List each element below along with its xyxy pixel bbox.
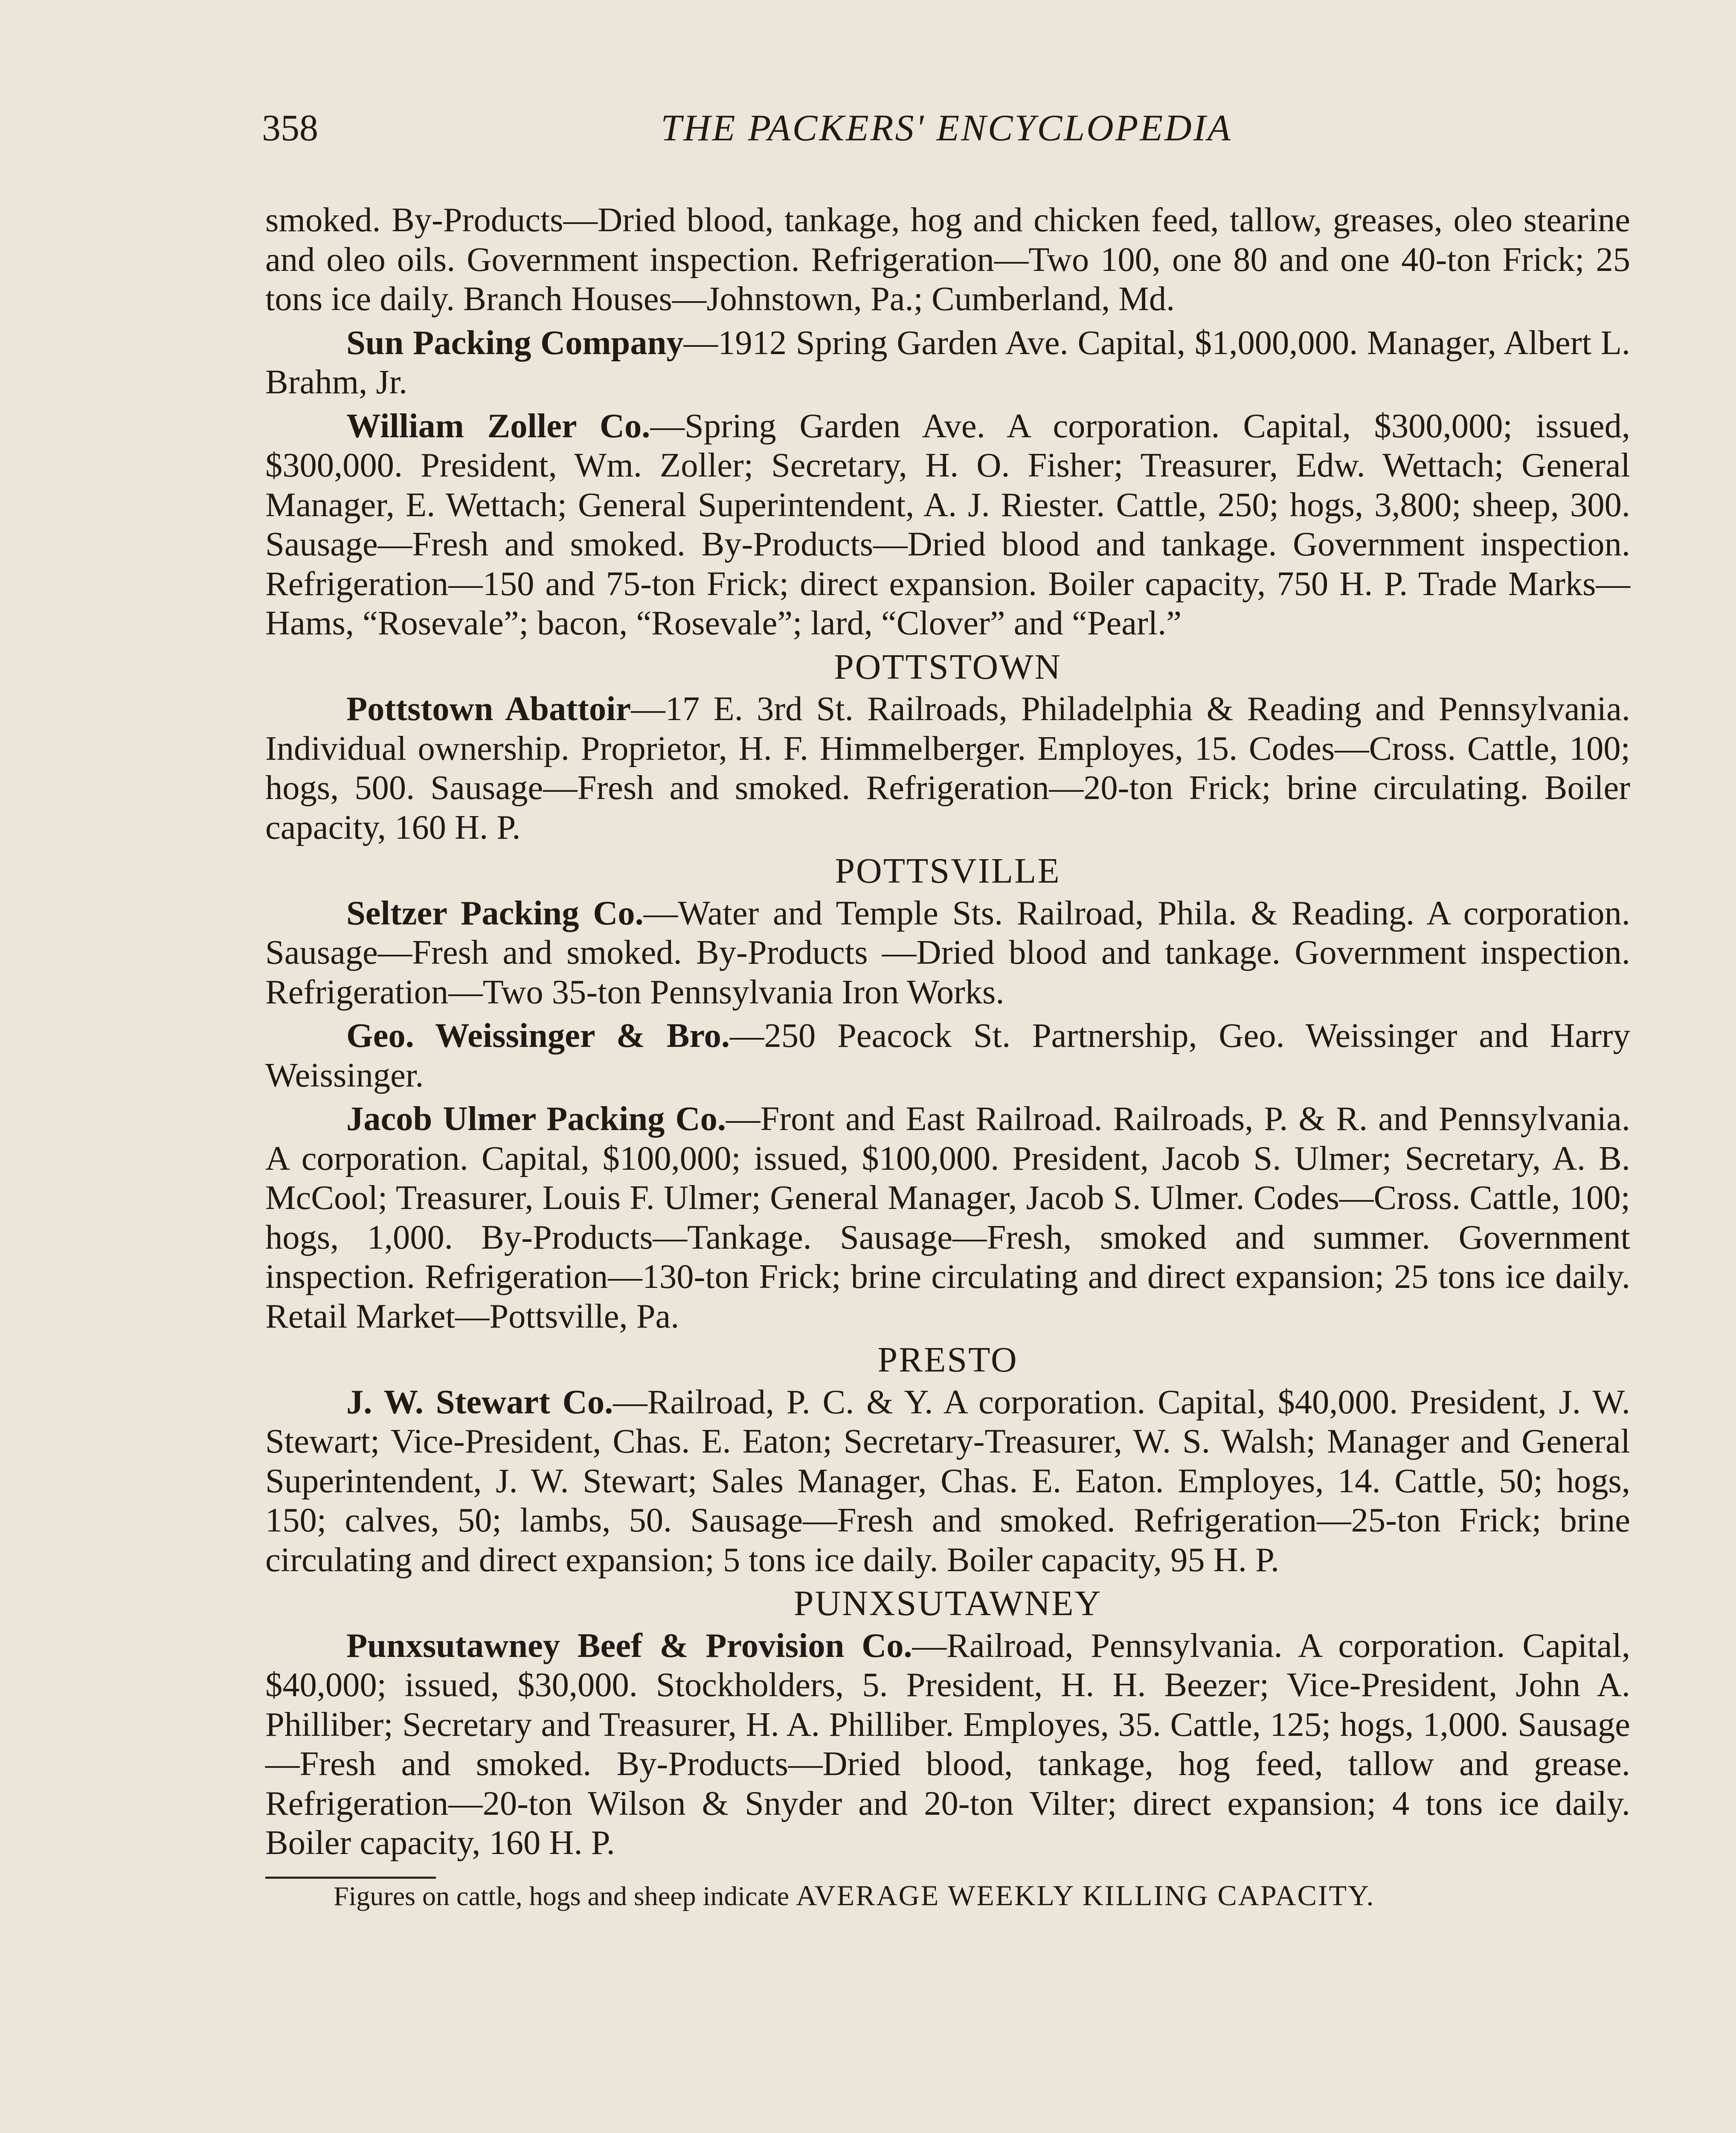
- running-title: THE PACKERS' ENCYCLOPEDIA: [661, 108, 1232, 149]
- entry-text: smoked. By-Products—Dried blood, tankage, hog and chicken feed, tallow, greases, oleo stearine and oleo oils. Government inspection. Refrigeration—Two 100, one 80 and one 40-ton Frick; 25 tons ice daily. Branch Houses—Johnstown, Pa.; Cumberland, Md.: [265, 201, 1630, 318]
- entry-text: —1912 Spring Garden Ave. Capital, $1,000,000. Manager, Albert L. Brahm, Jr.: [265, 323, 1630, 401]
- city-heading: POTTSTOWN: [833, 647, 1062, 687]
- company-name: Punxsutawney Beef & Provision Co.: [346, 1626, 912, 1665]
- company-entry: [265, 894, 1630, 1012]
- company-entry: [265, 407, 1630, 643]
- city-heading: PRESTO: [877, 1340, 1018, 1380]
- entry-text: —Railroad, Pennsylvania. A corporation. Capital, $40,000; issued, $30,000. Stockholders, 5. President, H. H. Beezer; Vice-President, John A. Philliber; Secretary and Treasurer, H. A. Philliber. Employes, 35. Cattle, 125; hogs, 1,000. Sausage—Fresh and smoked. By-Products—Dried blood, tankage, hog feed, tallow and grease. Refrigeration—20-ton Wilson & Snyder and 20-ton Vilter; direct expansion; 4 tons ice daily. Boiler capacity, 160 H. P.: [265, 1626, 1631, 1862]
- page-header: [262, 101, 1631, 156]
- entry-text: —17 E. 3rd St. Railroads, Philadelphia & Reading and Pennsylvania. Individual ownership. Proprietor, H. F. Himmelberger. Employes, 15. Codes—Cross. Cattle, 100; hogs, 500. Sausage—Fresh and smoked. Refrigeration—20-ton Frick; brine circulating. Boiler capacity, 160 H. P.: [265, 690, 1631, 846]
- entry-text: —Spring Garden Ave. A corporation. Capital, $300,000; issued, $300,000. President, Wm. Zoller; Secretary, H. O. Fisher; Treasurer, Edw. Wettach; General Manager, E. Wettach; General Superintendent, A. J. Riester. Cattle, 250; hogs, 3,800; sheep, 300. Sausage—Fresh and smoked. By-Products—Dried blood and tankage. Government inspection. Refrigeration—150 and 75-ton Frick; direct expansion. Boiler capacity, 750 H. P. Trade Marks—Hams, “Rosevale”; bacon, “Rosevale”; lard, “Clover” and “Pearl.”: [265, 407, 1630, 642]
- footnote-rule: [265, 1877, 436, 1879]
- company-name: J. W. Stewart Co.: [346, 1383, 613, 1421]
- entry-text: —Railroad, P. C. & Y. A corporation. Capital, $40,000. President, J. W. Stewart; Vice-President, Chas. E. Eaton; Secretary-Treasurer, W. S. Walsh; Manager and General Superintendent, J. W. Stewart; Sales Manager, Chas. E. Eaton. Employes, 14. Cattle, 50; hogs, 150; calves, 50; lambs, 50. Sausage—Fresh and smoked. Refrigeration—25-ton Frick; brine circulating and direct expansion; 5 tons ice daily. Boiler capacity, 95 H. P.: [265, 1383, 1630, 1579]
- page-body: [265, 201, 1630, 1910]
- entry-text: —Front and East Railroad. Railroads, P. & R. and Pennsylvania. A corporation. Capital, $100,000; issued, $100,000. President, Jacob S. Ulmer; Secretary, A. B. McCool; Treasurer, Louis F. Ulmer; General Manager, Jacob S. Ulmer. Codes—Cross. Cattle, 100; hogs, 1,000. By-Products—Tankage. Sausage—Fresh, smoked and summer. Government inspection. Refrigeration—130-ton Frick; brine circulating and direct expansion; 25 tons ice daily. Retail Market—Pottsville, Pa.: [265, 1100, 1630, 1335]
- city-heading: POTTSVILLE: [835, 851, 1061, 891]
- footnote-lead: Figures on cattle, hogs and sheep indicate: [334, 1880, 790, 1911]
- company-name: Jacob Ulmer Packing Co.: [346, 1100, 726, 1138]
- company-name: Sun Packing Company: [346, 323, 684, 362]
- company-entry: [265, 689, 1630, 847]
- city-heading: PUNXSUTAWNEY: [793, 1584, 1102, 1623]
- company-name: Pottstown Abattoir: [346, 690, 631, 728]
- page-number: 358: [262, 108, 318, 149]
- company-name: William Zoller Co.: [346, 407, 650, 445]
- entry-text: —250 Peacock St. Partnership, Geo. Weissinger and Harry Weissinger.: [265, 1017, 1630, 1094]
- footnote-caps: AVERAGE WEEKLY KILLING CAPACITY.: [796, 1879, 1375, 1912]
- footnote: [265, 1881, 1630, 1910]
- company-entry: [265, 1099, 1630, 1336]
- company-entry: [265, 323, 1630, 402]
- continued-entry: [265, 201, 1630, 319]
- entry-text: —Water and Temple Sts. Railroad, Phila. & Reading. A corporation. Sausage—Fresh and smoked. By-Products —Dried blood and tankage. Government inspection. Refrigeration—Two 35-ton Pennsylvania Iron Works.: [265, 894, 1630, 1011]
- company-name: Geo. Weissinger & Bro.: [346, 1017, 730, 1055]
- company-entry: [265, 1016, 1630, 1095]
- company-name: Seltzer Packing Co.: [346, 894, 644, 932]
- company-entry: [265, 1383, 1630, 1580]
- company-entry: [265, 1626, 1630, 1863]
